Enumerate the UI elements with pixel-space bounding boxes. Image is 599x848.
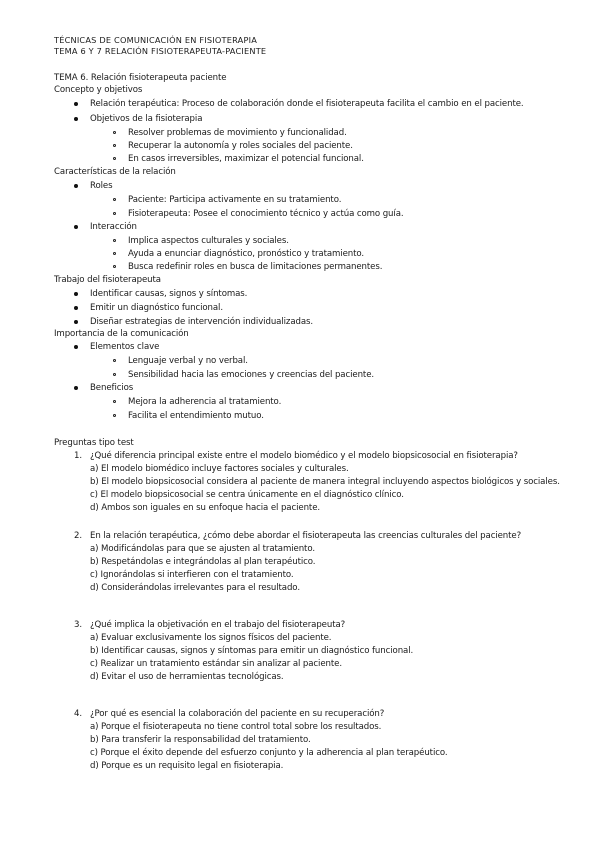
topic-title: TEMA 6. Relación fisioterapeuta paciente [54, 73, 227, 83]
bullet-dot [74, 292, 78, 296]
answer-option: b) Para transferir la responsabilidad del tratamiento. [90, 735, 311, 745]
sub-bullet-item: Ayuda a enunciar diagnóstico, pronóstico y tratamiento. [128, 249, 365, 259]
bullet-dot [74, 117, 78, 121]
bullet-dot [74, 184, 78, 188]
question-text: ¿Qué implica la objetivación en el trabajo del fisioterapeuta? [90, 620, 346, 630]
question-number: 3. [74, 620, 82, 630]
bullet-item: Beneficios [90, 383, 134, 393]
bullet-item: Elementos clave [90, 342, 160, 352]
answer-option: d) Porque es un requisito legal en fisioterapia. [90, 761, 284, 771]
section-heading: Trabajo del fisioterapeuta [54, 275, 161, 285]
answer-option: d) Considerándolas irrelevantes para el resultado. [90, 583, 300, 593]
sub-bullet-item: Sensibilidad hacia las emociones y creencias del paciente. [128, 370, 375, 380]
sub-bullet-item: En casos irreversibles, maximizar el potencial funcional. [128, 154, 364, 164]
question-text: ¿Qué diferencia principal existe entre el modelo biomédico y el modelo biopsicosocial en fisioterapia? [90, 451, 518, 461]
answer-option: c) Ignorándolas si interfieren con el tratamiento. [90, 570, 294, 580]
bullet-dot [74, 386, 78, 390]
answer-option: c) El modelo biopsicosocial se centra únicamente en el diagnóstico clínico. [90, 490, 404, 500]
sub-bullet-circle [113, 414, 116, 417]
sub-bullet-item: Paciente: Participa activamente en su tratamiento. [128, 195, 342, 205]
sub-bullet-item: Mejora la adherencia al tratamiento. [128, 397, 282, 407]
sub-bullet-item: Fisioterapeuta: Posee el conocimiento técnico y actúa como guía. [128, 209, 404, 219]
bullet-dot [74, 345, 78, 349]
answer-option: c) Porque el éxito depende del esfuerzo conjunto y la adherencia al plan terapéutico. [90, 748, 448, 758]
sub-bullet-circle [113, 265, 116, 268]
answer-option: a) Modificándolas para que se ajusten al tratamiento. [90, 544, 315, 554]
question-text: En la relación terapéutica, ¿cómo debe abordar el fisioterapeuta las creencias culturales del paciente? [90, 531, 522, 541]
question-number: 2. [74, 531, 82, 541]
sub-bullet-circle [113, 400, 116, 403]
answer-option: d) Evitar el uso de herramientas tecnológicas. [90, 672, 284, 682]
bullet-dot [74, 102, 78, 106]
sub-bullet-circle [113, 131, 116, 134]
sub-bullet-item: Busca redefinir roles en busca de limitaciones permanentes. [128, 262, 383, 272]
bullet-item: Relación terapéutica: Proceso de colaboración donde el fisioterapeuta facilita el cambio en el paciente. [90, 99, 524, 109]
bullet-item: Identificar causas, signos y síntomas. [90, 289, 248, 299]
answer-option: c) Realizar un tratamiento estándar sin analizar al paciente. [90, 659, 342, 669]
section-heading: Concepto y objetivos [54, 85, 143, 95]
sub-bullet-circle [113, 373, 116, 376]
sub-bullet-circle [113, 359, 116, 362]
bullet-item: Interacción [90, 222, 137, 232]
sub-bullet-item: Implica aspectos culturales y sociales. [128, 236, 289, 246]
section-heading: Importancia de la comunicación [54, 329, 189, 339]
answer-option: b) Identificar causas, signos y síntomas para emitir un diagnóstico funcional. [90, 646, 414, 656]
document-header-line-1: TÉCNICAS DE COMUNICACIÓN EN FISIOTERAPIA [54, 35, 258, 45]
sub-bullet-circle [113, 144, 116, 147]
questions-title: Preguntas tipo test [54, 438, 134, 448]
sub-bullet-circle [113, 212, 116, 215]
answer-option: a) Porque el fisioterapeuta no tiene control total sobre los resultados. [90, 722, 382, 732]
question-text: ¿Por qué es esencial la colaboración del paciente en su recuperación? [90, 709, 385, 719]
answer-option: b) Respetándolas e integrándolas al plan terapéutico. [90, 557, 316, 567]
answer-option: b) El modelo biopsicosocial considera al paciente de manera integral incluyendo aspectos biológicos y sociales. [90, 477, 560, 487]
sub-bullet-circle [113, 198, 116, 201]
sub-bullet-circle [113, 239, 116, 242]
answer-option: a) Evaluar exclusivamente los signos físicos del paciente. [90, 633, 332, 643]
section-heading: Características de la relación [54, 167, 176, 177]
sub-bullet-circle [113, 157, 116, 160]
bullet-item: Roles [90, 181, 113, 191]
question-number: 4. [74, 709, 82, 719]
bullet-dot [74, 225, 78, 229]
bullet-item: Objetivos de la fisioterapia [90, 114, 203, 124]
document-header-line-2: TEMA 6 Y 7 RELACIÓN FISIOTERAPEUTA-PACIENTE [54, 46, 267, 56]
question-number: 1. [74, 451, 82, 461]
sub-bullet-item: Facilita el entendimiento mutuo. [128, 411, 264, 421]
answer-option: a) El modelo biomédico incluye factores sociales y culturales. [90, 464, 349, 474]
sub-bullet-circle [113, 252, 116, 255]
sub-bullet-item: Recuperar la autonomía y roles sociales del paciente. [128, 141, 353, 151]
bullet-dot [74, 306, 78, 310]
sub-bullet-item: Lenguaje verbal y no verbal. [128, 356, 248, 366]
bullet-item: Emitir un diagnóstico funcional. [90, 303, 223, 313]
answer-option: d) Ambos son iguales en su enfoque hacia el paciente. [90, 503, 321, 513]
bullet-dot [74, 320, 78, 324]
bullet-item: Diseñar estrategias de intervención individualizadas. [90, 317, 314, 327]
sub-bullet-item: Resolver problemas de movimiento y funcionalidad. [128, 128, 347, 138]
